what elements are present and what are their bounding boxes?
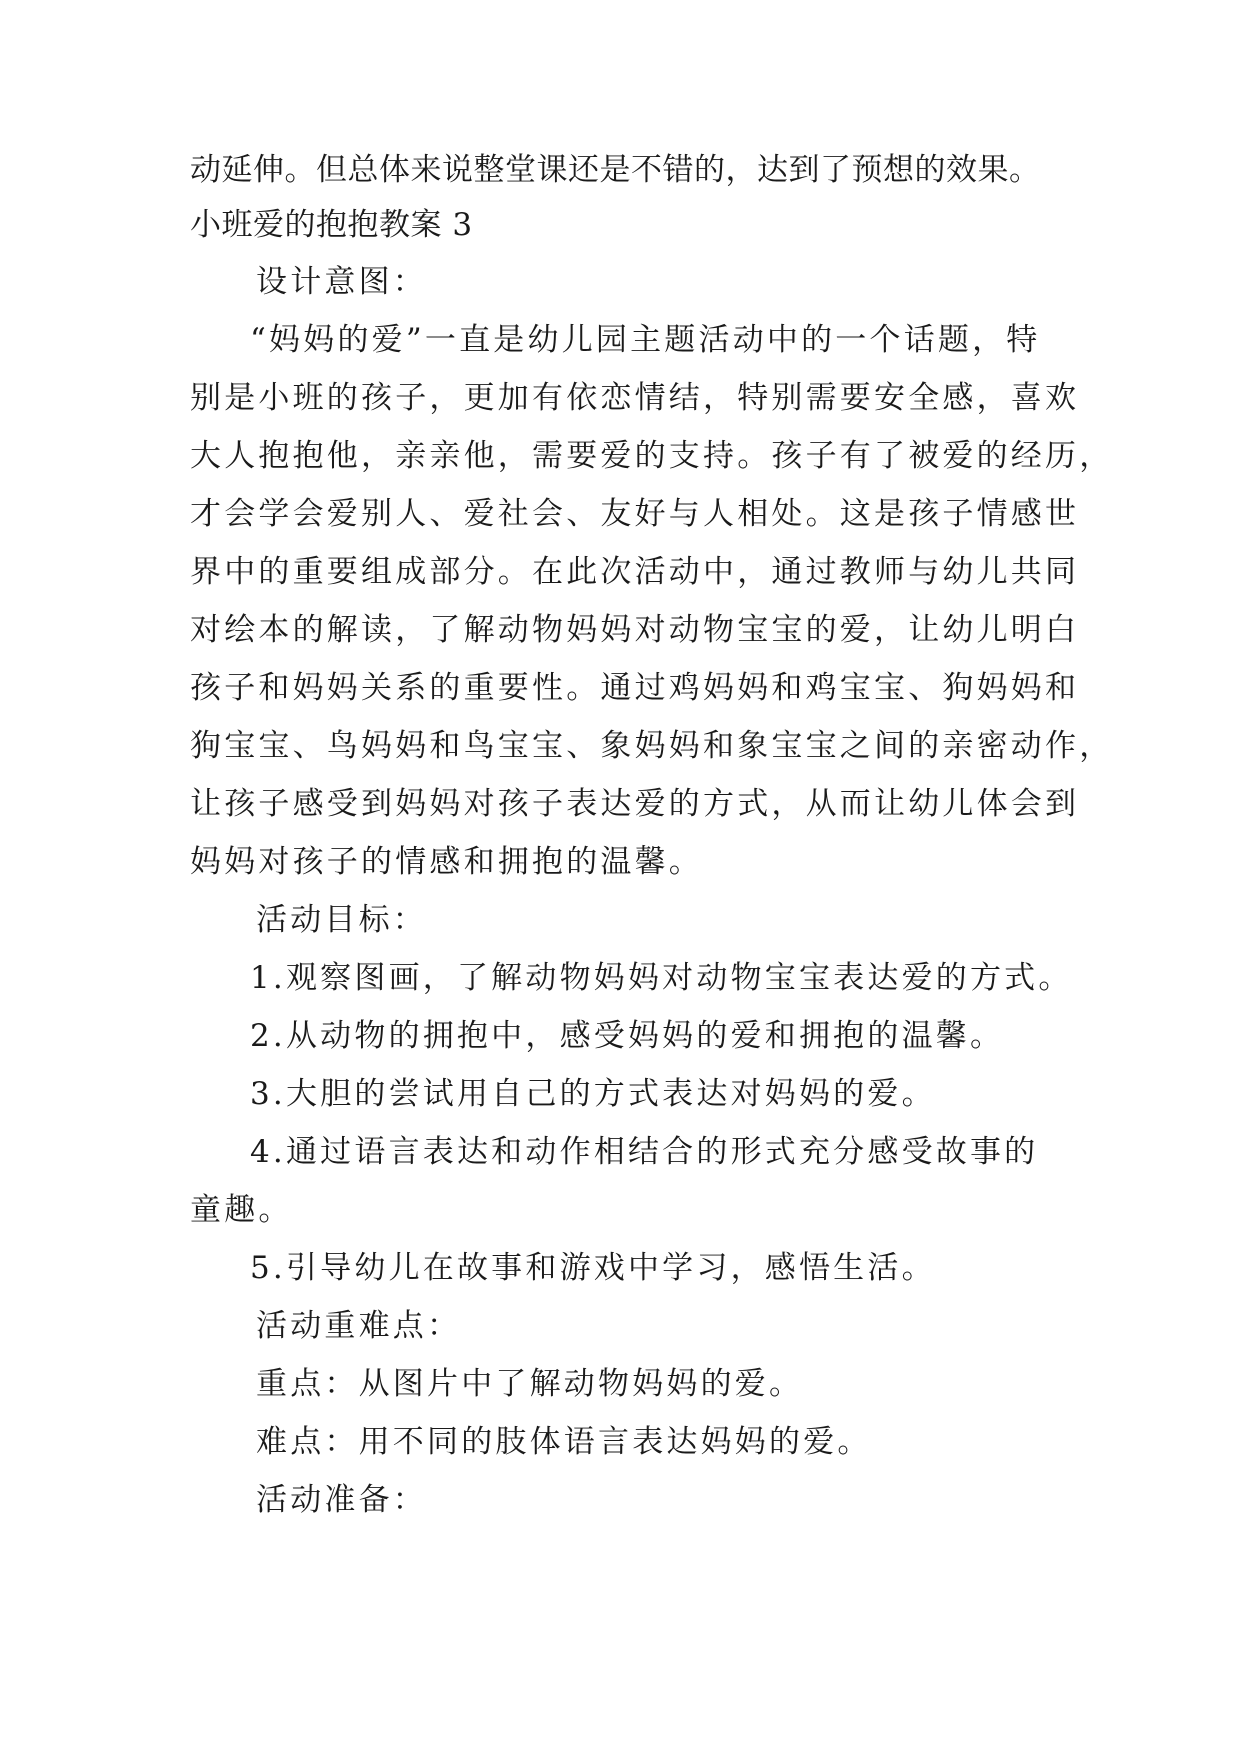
paragraph-line: 狗宝宝、鸟妈妈和鸟宝宝、象妈妈和象宝宝之间的亲密动作，	[190, 728, 1114, 764]
list-item-goal: 1.观察图画，了解动物妈妈对动物宝宝表达爱的方式。	[250, 960, 1073, 996]
paragraph-line: 才会学会爱别人、爱社会、友好与人相处。这是孩子情感世	[190, 496, 1080, 532]
paragraph-line: 妈妈对孩子的情感和拥抱的温馨。	[190, 844, 703, 880]
paragraph-line: 大人抱抱他，亲亲他，需要爱的支持。孩子有了被爱的经历，	[190, 438, 1114, 474]
paragraph-line: 让孩子感受到妈妈对孩子表达爱的方式，从而让幼儿体会到	[190, 786, 1080, 822]
paragraph-line: “妈妈的爱”一直是幼儿园主题活动中的一个话题，特	[250, 322, 1041, 358]
paragraph-line: 难点：用不同的肢体语言表达妈妈的爱。	[256, 1424, 872, 1460]
heading-preparation: 活动准备：	[256, 1482, 427, 1518]
heading-activity-goals: 活动目标：	[256, 902, 427, 938]
heading-design-intent: 设计意图：	[256, 264, 427, 300]
list-item-goal: 3.大胆的尝试用自己的方式表达对妈妈的爱。	[250, 1076, 936, 1112]
list-item-goal-continued: 童趣。	[190, 1192, 293, 1228]
paragraph-line: 别是小班的孩子，更加有依恋情结，特别需要安全感，喜欢	[190, 380, 1080, 416]
list-item-goal: 2.从动物的拥抱中，感受妈妈的爱和拥抱的温馨。	[250, 1018, 1005, 1054]
paragraph-line: 对绘本的解读，了解动物妈妈对动物宝宝的爱，让幼儿明白	[190, 612, 1080, 648]
paragraph-line: 动延伸。但总体来说整堂课还是不错的，达到了预想的效果。	[190, 152, 1041, 188]
list-item-goal: 5.引导幼儿在故事和游戏中学习，感悟生活。	[250, 1250, 936, 1286]
heading-key-points: 活动重难点：	[256, 1308, 462, 1344]
paragraph-line: 重点：从图片中了解动物妈妈的爱。	[256, 1366, 804, 1402]
paragraph-line: 孩子和妈妈关系的重要性。通过鸡妈妈和鸡宝宝、狗妈妈和	[190, 670, 1080, 706]
list-item-goal: 4.通过语言表达和动作相结合的形式充分感受故事的	[250, 1134, 1039, 1170]
paragraph-line: 界中的重要组成部分。在此次活动中，通过教师与幼儿共同	[190, 554, 1080, 590]
section-title: 小班爱的抱抱教案 3	[190, 207, 473, 243]
